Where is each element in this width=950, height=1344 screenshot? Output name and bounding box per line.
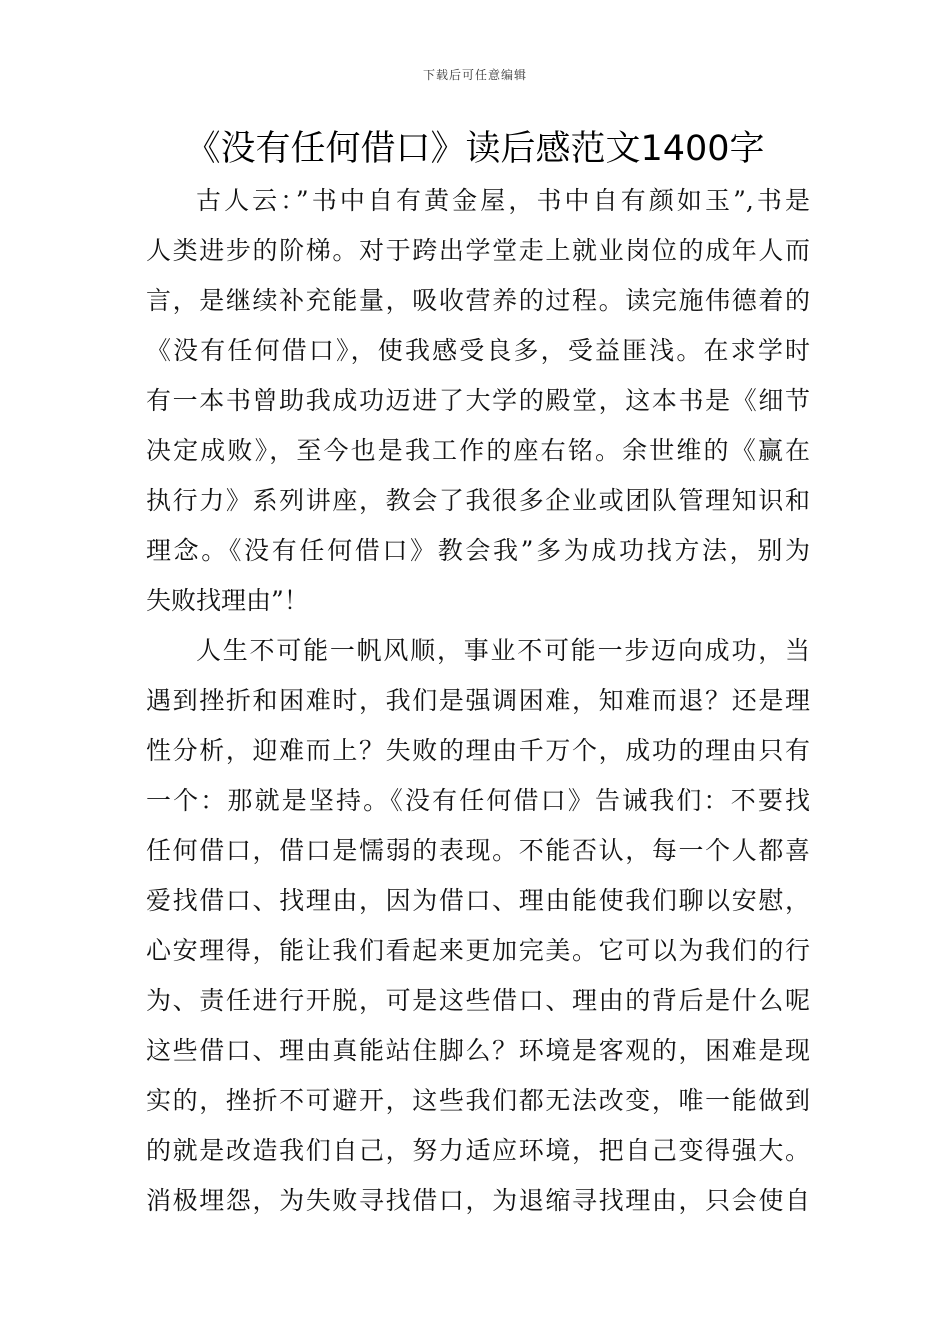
- text-line: 言，是继续补充能量，吸收营养的过程。读完施伟德着的: [146, 286, 810, 315]
- text-line: 人类进步的阶梯。对于跨出学堂走上就业岗位的成年人而: [146, 236, 810, 265]
- text-line: 爱找借口、找理由，因为借口、理由能使我们聊以安慰，: [146, 886, 810, 915]
- text-line: 执行力》系列讲座，教会了我很多企业或团队管理知识和: [146, 486, 810, 515]
- text-line: 心安理得，能让我们看起来更加完美。它可以为我们的行: [146, 936, 810, 965]
- paragraph-2: [146, 626, 810, 1226]
- text-line: 的就是改造我们自己，努力适应环境，把自己变得强大。: [146, 1136, 810, 1165]
- header-note: 下载后可任意编辑: [422, 68, 527, 82]
- text-line: 古人云：”书中自有黄金屋，书中自有颜如玉”,书是: [196, 186, 810, 215]
- document-body: [146, 176, 810, 1226]
- text-line: 遇到挫折和困难时，我们是强调困难，知难而退？还是理: [146, 686, 810, 715]
- text-line: 失败找理由”！: [146, 586, 309, 615]
- text-line: 理念。《没有任何借口》教会我”多为成功找方法，别为: [146, 536, 810, 565]
- text-line: 任何借口，借口是懦弱的表现。不能否认，每一个人都喜: [146, 836, 810, 865]
- text-line: 消极埋怨，为失败寻找借口，为退缩寻找理由，只会使自: [146, 1186, 810, 1215]
- document-title: 《没有任何借口》读后感范文1400字: [185, 129, 765, 169]
- text-line: 人生不可能一帆风顺，事业不可能一步迈向成功，当: [196, 636, 810, 665]
- text-line: 这些借口、理由真能站住脚么？环境是客观的，困难是现: [146, 1036, 810, 1065]
- paragraph-1: [146, 176, 810, 626]
- text-line: 《没有任何借口》，使我感受良多，受益匪浅。在求学时: [146, 336, 810, 365]
- text-line: 为、责任进行开脱，可是这些借口、理由的背后是什么呢: [146, 986, 810, 1015]
- text-line: 性分析，迎难而上？失败的理由千万个，成功的理由只有: [146, 736, 810, 765]
- text-line: 决定成败》，至今也是我工作的座右铭。余世维的《赢在: [146, 436, 810, 465]
- text-line: 有一本书曾助我成功迈进了大学的殿堂，这本书是《细节: [146, 386, 810, 415]
- text-line: 一个：那就是坚持。《没有任何借口》告诫我们：不要找: [146, 786, 810, 815]
- text-line: 实的，挫折不可避开，这些我们都无法改变，唯一能做到: [146, 1086, 810, 1115]
